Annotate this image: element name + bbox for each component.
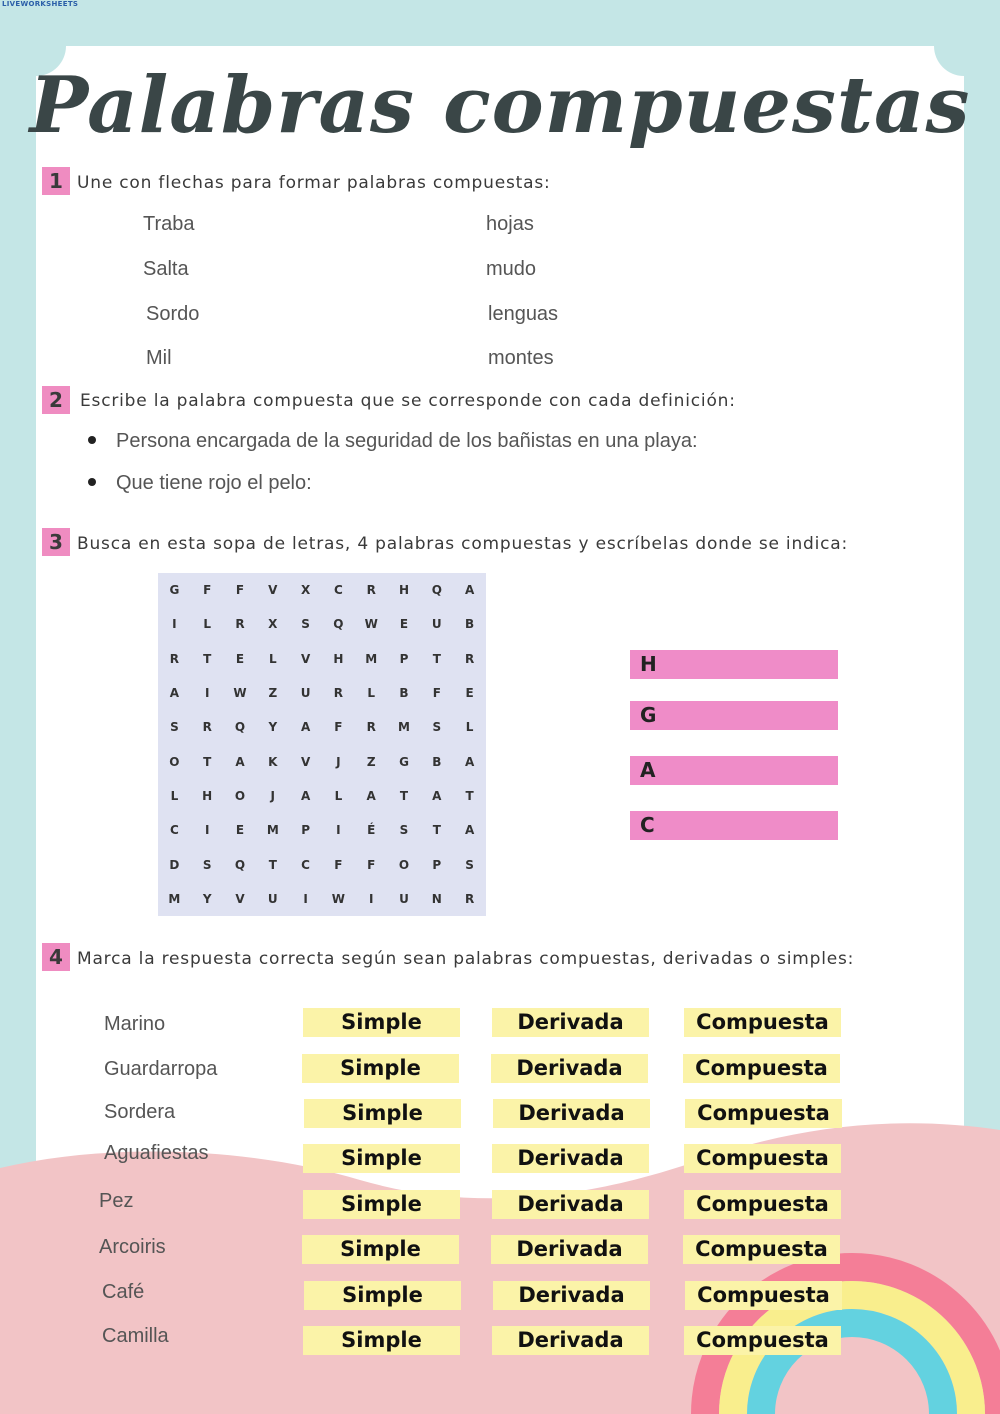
grid-letter[interactable]: D	[169, 857, 180, 872]
grid-letter[interactable]: A	[235, 754, 245, 769]
grid-letter[interactable]: L	[268, 651, 277, 666]
option-derivada[interactable]: Derivada	[492, 1190, 649, 1219]
grid-letter[interactable]: C	[333, 583, 343, 598]
option-simple[interactable]: Simple	[302, 1054, 459, 1083]
grid-letter[interactable]: Q	[234, 720, 246, 735]
grid-letter[interactable]: R	[366, 583, 376, 598]
option-compuesta[interactable]: Compuesta	[684, 1326, 841, 1355]
section-3-instruction: Busca en esta sopa de letras, 4 palabras compuestas y escríbelas donde se indica:	[77, 534, 849, 554]
left-word[interactable]: Sordo	[146, 303, 200, 325]
grid-letter[interactable]: I	[204, 823, 210, 838]
word-label: Camilla	[102, 1325, 169, 1347]
answer-field[interactable]	[630, 701, 838, 730]
word-label: Sordera	[104, 1101, 176, 1123]
grid-letter[interactable]: A	[432, 788, 442, 803]
option-simple[interactable]: Simple	[303, 1326, 460, 1355]
grid-letter[interactable]: Q	[431, 583, 442, 598]
grid-letter[interactable]: C	[301, 857, 310, 872]
grid-letter[interactable]: U	[300, 686, 311, 701]
grid-letter[interactable]: Z	[268, 686, 278, 701]
grid-letter[interactable]: A	[464, 823, 475, 838]
grid-letter[interactable]: M	[398, 720, 410, 735]
grid-letter[interactable]: P	[432, 857, 442, 872]
grid-letter[interactable]: F	[334, 720, 343, 735]
grid-letter[interactable]: Z	[366, 754, 376, 769]
grid-letter[interactable]: T	[399, 788, 409, 803]
grid-letter[interactable]: M	[266, 823, 279, 838]
grid-letter[interactable]: I	[172, 617, 177, 632]
grid-letter[interactable]: L	[334, 788, 343, 803]
grid-letter[interactable]: Y	[268, 720, 278, 735]
answer-field[interactable]	[630, 811, 838, 840]
grid-letter[interactable]: X	[300, 583, 311, 598]
grid-letter[interactable]: G	[169, 583, 180, 598]
grid-letter[interactable]: B	[432, 754, 442, 769]
grid-letter[interactable]: W	[331, 891, 346, 906]
section-2-number: 2	[42, 386, 70, 414]
grid-letter[interactable]: U	[399, 891, 409, 906]
grid-letter[interactable]: J	[270, 788, 276, 803]
grid-letter[interactable]: B	[465, 617, 475, 632]
option-compuesta[interactable]: Compuesta	[684, 1144, 841, 1173]
grid-letter[interactable]: R	[169, 651, 180, 666]
bullet-dot-icon	[88, 478, 96, 486]
grid-letter[interactable]: O	[398, 857, 410, 872]
grid-letter[interactable]: T	[203, 651, 212, 666]
definition-text: Que tiene rojo el pelo:	[116, 472, 312, 494]
grid-letter[interactable]: G	[399, 754, 409, 769]
word-label: Café	[102, 1281, 145, 1303]
grid-letter[interactable]: I	[336, 823, 341, 838]
grid-letter[interactable]: T	[432, 651, 441, 666]
grid-letter[interactable]: R	[464, 651, 475, 666]
word-label: Marino	[104, 1013, 166, 1035]
grid-letter[interactable]: R	[202, 720, 212, 735]
grid-letter[interactable]: T	[432, 823, 441, 838]
grid-letter[interactable]: R	[333, 686, 344, 701]
grid-letter[interactable]: V	[235, 891, 245, 906]
grid-letter[interactable]: V	[268, 583, 278, 598]
bullet-dot-icon	[88, 436, 96, 444]
grid-letter[interactable]: X	[268, 617, 278, 632]
option-compuesta[interactable]: Compuesta	[684, 1190, 841, 1219]
option-derivada[interactable]: Derivada	[493, 1099, 650, 1128]
grid-letter[interactable]: O	[169, 754, 180, 769]
grid-letter[interactable]: T	[268, 857, 277, 872]
grid-letter[interactable]: H	[398, 583, 410, 598]
grid-letter[interactable]: E	[235, 651, 245, 666]
page-title: Palabras compuestas	[29, 60, 971, 151]
option-compuesta[interactable]: Compuesta	[685, 1099, 842, 1128]
grid-letter[interactable]: L	[465, 720, 474, 735]
definition-text: Persona encargada de la seguridad de los bañistas en una playa:	[116, 430, 698, 452]
section-1-instruction: Une con flechas para formar palabras compuestas:	[77, 173, 551, 193]
watermark: LIVEWORKSHEETS	[2, 0, 79, 8]
answer-initial: C	[640, 813, 655, 837]
right-word[interactable]: hojas	[486, 213, 534, 235]
right-word[interactable]: montes	[488, 347, 554, 369]
grid-letter[interactable]: S	[170, 720, 179, 735]
grid-letter[interactable]: T	[203, 754, 212, 769]
grid-letter[interactable]: P	[301, 823, 310, 838]
grid-letter[interactable]: É	[367, 823, 376, 838]
answer-initial: G	[640, 703, 657, 727]
option-simple[interactable]: Simple	[302, 1235, 459, 1264]
word-label: Pez	[99, 1190, 134, 1212]
section-2-instruction: Escribe la palabra compuesta que se corresponde con cada definición:	[80, 391, 736, 411]
option-simple[interactable]: Simple	[304, 1099, 461, 1128]
right-word[interactable]: lenguas	[488, 303, 559, 325]
word-label: Aguafiestas	[104, 1142, 209, 1164]
grid-letter[interactable]: S	[432, 720, 442, 735]
option-derivada[interactable]: Derivada	[492, 1326, 649, 1355]
option-simple[interactable]: Simple	[304, 1281, 461, 1310]
grid-letter[interactable]: U	[267, 891, 278, 906]
left-word[interactable]: Traba	[143, 213, 195, 235]
option-simple[interactable]: Simple	[303, 1144, 460, 1173]
grid-letter[interactable]: F	[432, 686, 441, 701]
grid-letter[interactable]: F	[367, 857, 376, 872]
grid-letter[interactable]: A	[300, 788, 311, 803]
definition-item	[88, 472, 312, 495]
grid-letter[interactable]: I	[368, 891, 374, 906]
left-word[interactable]: Mil	[146, 347, 172, 369]
option-derivada[interactable]: Derivada	[492, 1144, 649, 1173]
option-compuesta[interactable]: Compuesta	[684, 1008, 841, 1037]
grid-letter[interactable]: J	[336, 754, 341, 769]
grid-letter[interactable]: E	[399, 617, 409, 632]
option-simple[interactable]: Simple	[303, 1190, 460, 1219]
definition-item	[88, 430, 698, 453]
answer-initial: H	[640, 652, 657, 676]
option-derivada[interactable]: Derivada	[491, 1235, 648, 1264]
section-4-instruction: Marca la respuesta correcta según sean palabras compuestas, derivadas o simples:	[77, 949, 855, 969]
grid-letter[interactable]: T	[465, 788, 474, 803]
grid-letter[interactable]: Q	[333, 617, 344, 632]
grid-letter[interactable]: M	[168, 891, 181, 906]
option-derivada[interactable]: Derivada	[493, 1281, 650, 1310]
left-word[interactable]: Salta	[143, 258, 189, 280]
section-4-number: 4	[42, 943, 70, 971]
grid-letter[interactable]: S	[202, 857, 212, 872]
answer-field[interactable]	[630, 650, 838, 679]
grid-letter[interactable]: A	[169, 686, 180, 701]
grid-letter[interactable]: L	[203, 617, 212, 632]
grid-letter[interactable]: C	[169, 823, 179, 838]
grid-letter[interactable]: O	[234, 788, 246, 803]
option-derivada[interactable]: Derivada	[492, 1008, 649, 1037]
grid-letter[interactable]: W	[364, 617, 378, 632]
grid-letter[interactable]: R	[464, 891, 475, 906]
grid-letter[interactable]: A	[300, 720, 311, 735]
word-label: Arcoiris	[99, 1236, 166, 1258]
grid-letter[interactable]: U	[431, 617, 442, 632]
grid-letter[interactable]: N	[431, 891, 442, 906]
option-derivada[interactable]: Derivada	[491, 1054, 648, 1083]
grid-letter[interactable]: S	[301, 617, 310, 632]
grid-letter[interactable]: F	[235, 583, 245, 598]
grid-letter[interactable]: S	[399, 823, 409, 838]
option-compuesta[interactable]: Compuesta	[683, 1054, 840, 1083]
grid-letter[interactable]: M	[365, 651, 378, 666]
grid-letter[interactable]: A	[464, 754, 475, 769]
option-simple[interactable]: Simple	[303, 1008, 460, 1037]
grid-letter[interactable]: V	[300, 651, 311, 666]
grid-letter[interactable]: L	[367, 686, 376, 701]
answer-field[interactable]	[630, 756, 838, 785]
grid-letter[interactable]: V	[300, 754, 311, 769]
grid-letter[interactable]: K	[268, 754, 278, 769]
right-word[interactable]: mudo	[486, 258, 537, 280]
grid-letter[interactable]: H	[333, 651, 344, 666]
grid-letter[interactable]: W	[233, 686, 247, 701]
grid-letter[interactable]: F	[203, 583, 212, 598]
grid-letter[interactable]: A	[366, 788, 376, 803]
word-search-grid[interactable]	[158, 573, 486, 916]
grid-letter[interactable]: R	[366, 720, 376, 735]
grid-letter[interactable]: I	[204, 686, 210, 701]
answer-initial: A	[640, 758, 656, 782]
grid-letter[interactable]: I	[303, 891, 308, 906]
option-compuesta[interactable]: Compuesta	[683, 1235, 840, 1264]
grid-letter[interactable]: R	[235, 617, 245, 632]
grid-letter[interactable]: H	[202, 788, 213, 803]
grid-letter[interactable]: L	[170, 788, 179, 803]
grid-letter[interactable]: A	[464, 583, 475, 598]
section-3-number: 3	[42, 528, 70, 556]
grid-letter[interactable]: S	[465, 857, 474, 872]
word-label: Guardarropa	[104, 1058, 218, 1080]
grid-letter[interactable]: Y	[202, 891, 212, 906]
grid-letter[interactable]: P	[399, 651, 409, 666]
grid-letter[interactable]: F	[334, 857, 343, 872]
grid-letter[interactable]: B	[399, 686, 409, 701]
section-1-number: 1	[42, 167, 70, 195]
option-compuesta[interactable]: Compuesta	[685, 1281, 842, 1310]
grid-letter[interactable]: E	[465, 686, 474, 701]
grid-letter[interactable]: E	[235, 823, 245, 838]
grid-letter[interactable]: Q	[234, 857, 246, 872]
